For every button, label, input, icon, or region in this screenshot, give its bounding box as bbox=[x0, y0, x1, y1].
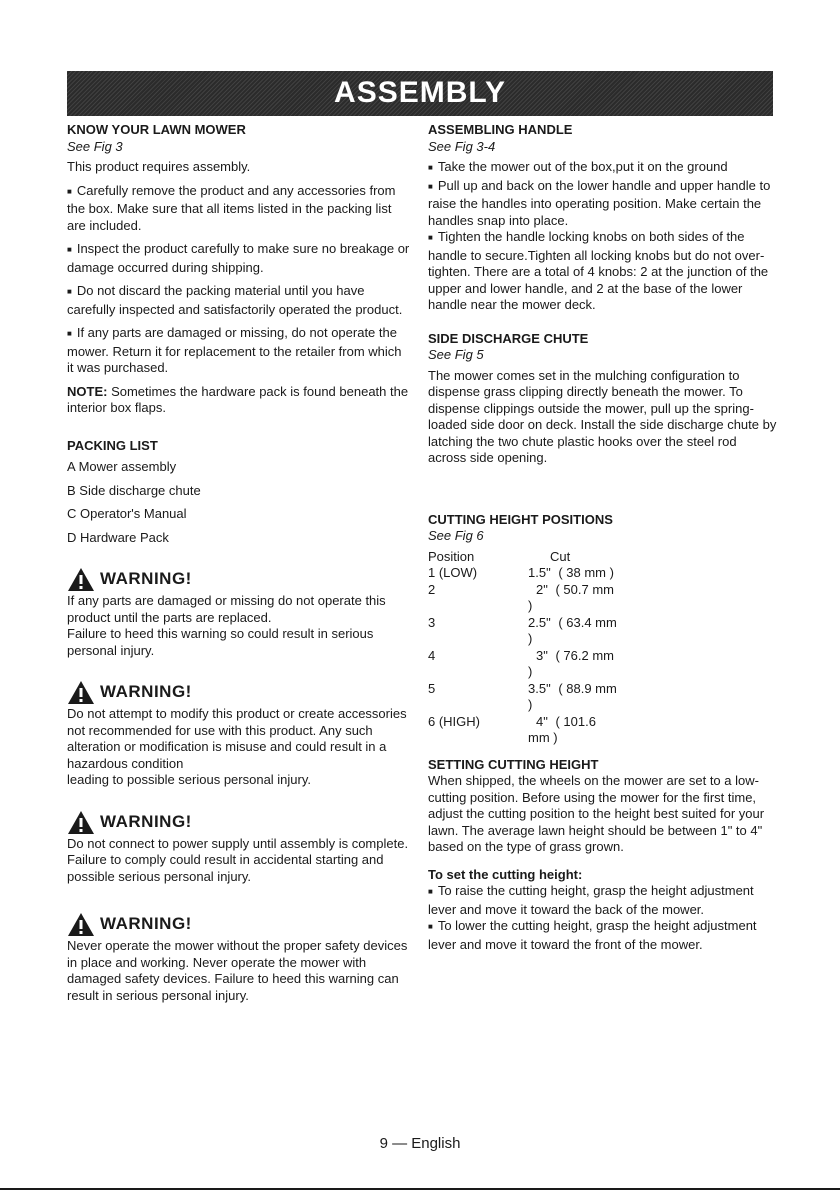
table-cell-position: 4 bbox=[428, 647, 436, 663]
table-cell-position: 3 bbox=[428, 614, 436, 630]
subheading-set-height: To set the cutting height: bbox=[428, 866, 583, 882]
cut-inches: 3.5" bbox=[528, 680, 551, 696]
heading-setting: SETTING CUTTING HEIGHT bbox=[428, 756, 599, 772]
heading-handle: ASSEMBLING HANDLE bbox=[428, 122, 573, 137]
bullet-pull-up: ■ Pull up and back on the lower handle and upper handle to raise the handles into operating position. Make certain the handles snap into place. bbox=[428, 178, 778, 230]
cut-mm: ( 63.4 mm ) bbox=[528, 614, 617, 646]
warning-icon bbox=[67, 680, 95, 705]
warning-text: leading to possible serious personal injury. bbox=[67, 772, 312, 787]
bullet-discard: ■ Do not discard the packing material until you have carefully inspected and satisfactorily operated the product. bbox=[67, 283, 411, 318]
warning-heading bbox=[67, 567, 411, 592]
cut-inches: 2" bbox=[536, 581, 548, 597]
table-cell-cut bbox=[528, 648, 618, 681]
ref-chute: See Fig 5 bbox=[428, 347, 484, 362]
heading-chute: SIDE DISCHARGE CHUTE bbox=[428, 330, 589, 346]
column-header: Position bbox=[428, 548, 475, 564]
ref-handle: See Fig 3-4 bbox=[428, 138, 496, 154]
cut-mm: ( 50.7 mm ) bbox=[528, 581, 614, 613]
warning-heading bbox=[67, 810, 411, 835]
heading-cutting: CUTTING HEIGHT POSITIONS bbox=[428, 511, 613, 527]
page-title: ASSEMBLY bbox=[334, 76, 506, 109]
chute-text: The mower comes set in the mulching configuration to dispense grass clipping directly beneath the mower. To dispense clippings outside the mower, pull up the spring-loaded side door on deck. Install the side discharge chute by latching the two chute plastic hooks over the steel rod across side opening. bbox=[428, 367, 777, 465]
warning-icon bbox=[67, 912, 95, 937]
cut-mm: ( 101.6 mm ) bbox=[528, 713, 596, 745]
warning-heading bbox=[67, 912, 411, 937]
warning-text: Failure to heed this warning so could result in serious personal injury. bbox=[67, 626, 374, 658]
warning-text: Do not attempt to modify this product or create accessories not recommended for use with this product. Any such alteration or modification is misuse and could result in a hazardous condition bbox=[67, 706, 407, 771]
table-cell-cut bbox=[528, 681, 618, 714]
warning-title: WARNING! bbox=[100, 569, 192, 589]
table-cell-cut bbox=[528, 582, 618, 615]
table-cell-cut bbox=[528, 565, 618, 582]
ref-know: See Fig 3 bbox=[67, 138, 123, 154]
table-cell-position: 2 bbox=[428, 581, 436, 597]
warning-heading bbox=[67, 680, 411, 705]
warning-icon bbox=[67, 567, 95, 592]
cut-inches: 2.5" bbox=[528, 614, 551, 630]
note-label: NOTE: bbox=[67, 383, 108, 399]
table-cell-position: 5 bbox=[428, 680, 436, 696]
warning-text: Do not connect to power supply until assembly is complete. Failure to comply could result in accidental starting and possible serious personal injury. bbox=[67, 835, 409, 884]
table-cell-cut bbox=[528, 615, 618, 648]
bullet-take-out: ■ Take the mower out of the box,put it on the ground bbox=[428, 159, 778, 178]
setting-text: When shipped, the wheels on the mower are set to a low-cutting position. Before using the mower for the first time, adjust the cutting position to the height best suited for your lawn. The average lawn height should be between 1" to 4" based on the type of grass grown. bbox=[428, 773, 765, 854]
packing-item: A Mower assembly bbox=[67, 459, 177, 474]
cutting-height-table bbox=[428, 549, 778, 747]
cut-inches: 3" bbox=[536, 647, 548, 663]
table-cell-cut bbox=[528, 714, 618, 747]
warning-title: WARNING! bbox=[100, 914, 192, 934]
table-cell-position: 6 (HIGH) bbox=[428, 713, 480, 729]
heading-know: KNOW YOUR LAWN MOWER bbox=[67, 122, 246, 137]
note-text: Sometimes the hardware pack is found beneath the interior box flaps. bbox=[67, 383, 409, 415]
bullet-damaged: ■ If any parts are damaged or missing, do not operate the mower. Return it for replacement to the retailer from which it was purchased. bbox=[67, 325, 411, 377]
packing-item: D Hardware Pack bbox=[67, 529, 169, 545]
bottom-rule bbox=[0, 1188, 840, 1190]
bullet-remove: ■ Carefully remove the product and any accessories from the box. Make sure that all items listed in the packing list are included. bbox=[67, 183, 411, 235]
warning-title: WARNING! bbox=[100, 811, 192, 831]
note-paragraph bbox=[67, 384, 411, 417]
cut-mm: ( 38 mm ) bbox=[558, 565, 614, 580]
page-footer: 9 — English bbox=[379, 1135, 461, 1152]
intro-text: This product requires assembly. bbox=[67, 159, 251, 174]
right-column bbox=[428, 122, 778, 953]
warning-title: WARNING! bbox=[100, 682, 192, 702]
bullet-tighten: ■ Tighten the handle locking knobs on both sides of the handle to secure.Tighten all locking knobs but do not over-tighten. There are a total of 4 knobs: 2 at the junction of the upper and lower handle, and 2 at the base of the lower handle near the mower deck. bbox=[428, 229, 778, 314]
packing-item: B Side discharge chute bbox=[67, 482, 201, 498]
bullet-raise: ■ To raise the cutting height, grasp the height adjustment lever and move it toward the back of the mower. bbox=[428, 883, 778, 918]
left-column bbox=[67, 122, 411, 1011]
warning-icon bbox=[67, 810, 95, 835]
cut-mm: ( 88.9 mm ) bbox=[528, 680, 617, 712]
cut-inches: 4" bbox=[536, 713, 548, 729]
packing-item: C Operator's Manual bbox=[67, 506, 187, 521]
table-cell-position: 1 (LOW) bbox=[428, 565, 478, 580]
bullet-lower: ■ To lower the cutting height, grasp the height adjustment lever and move it toward the front of the mower. bbox=[428, 918, 778, 953]
bullet-inspect: ■ Inspect the product carefully to make sure no breakage or damage occurred during shipping. bbox=[67, 241, 411, 276]
cut-mm: ( 76.2 mm ) bbox=[528, 647, 614, 679]
section-banner bbox=[67, 71, 773, 116]
cut-inches: 1.5" bbox=[528, 565, 551, 580]
heading-packing: PACKING LIST bbox=[67, 437, 158, 453]
column-header: Cut bbox=[550, 548, 571, 564]
warning-text: If any parts are damaged or missing do not operate this product until the parts are replaced. bbox=[67, 593, 386, 625]
ref-cutting: See Fig 6 bbox=[428, 528, 484, 543]
warning-text: Never operate the mower without the proper safety devices in place and working. Never operate the mower with damaged safety devices. Failure to heed this warning can result in serious personal injury. bbox=[67, 938, 408, 1003]
